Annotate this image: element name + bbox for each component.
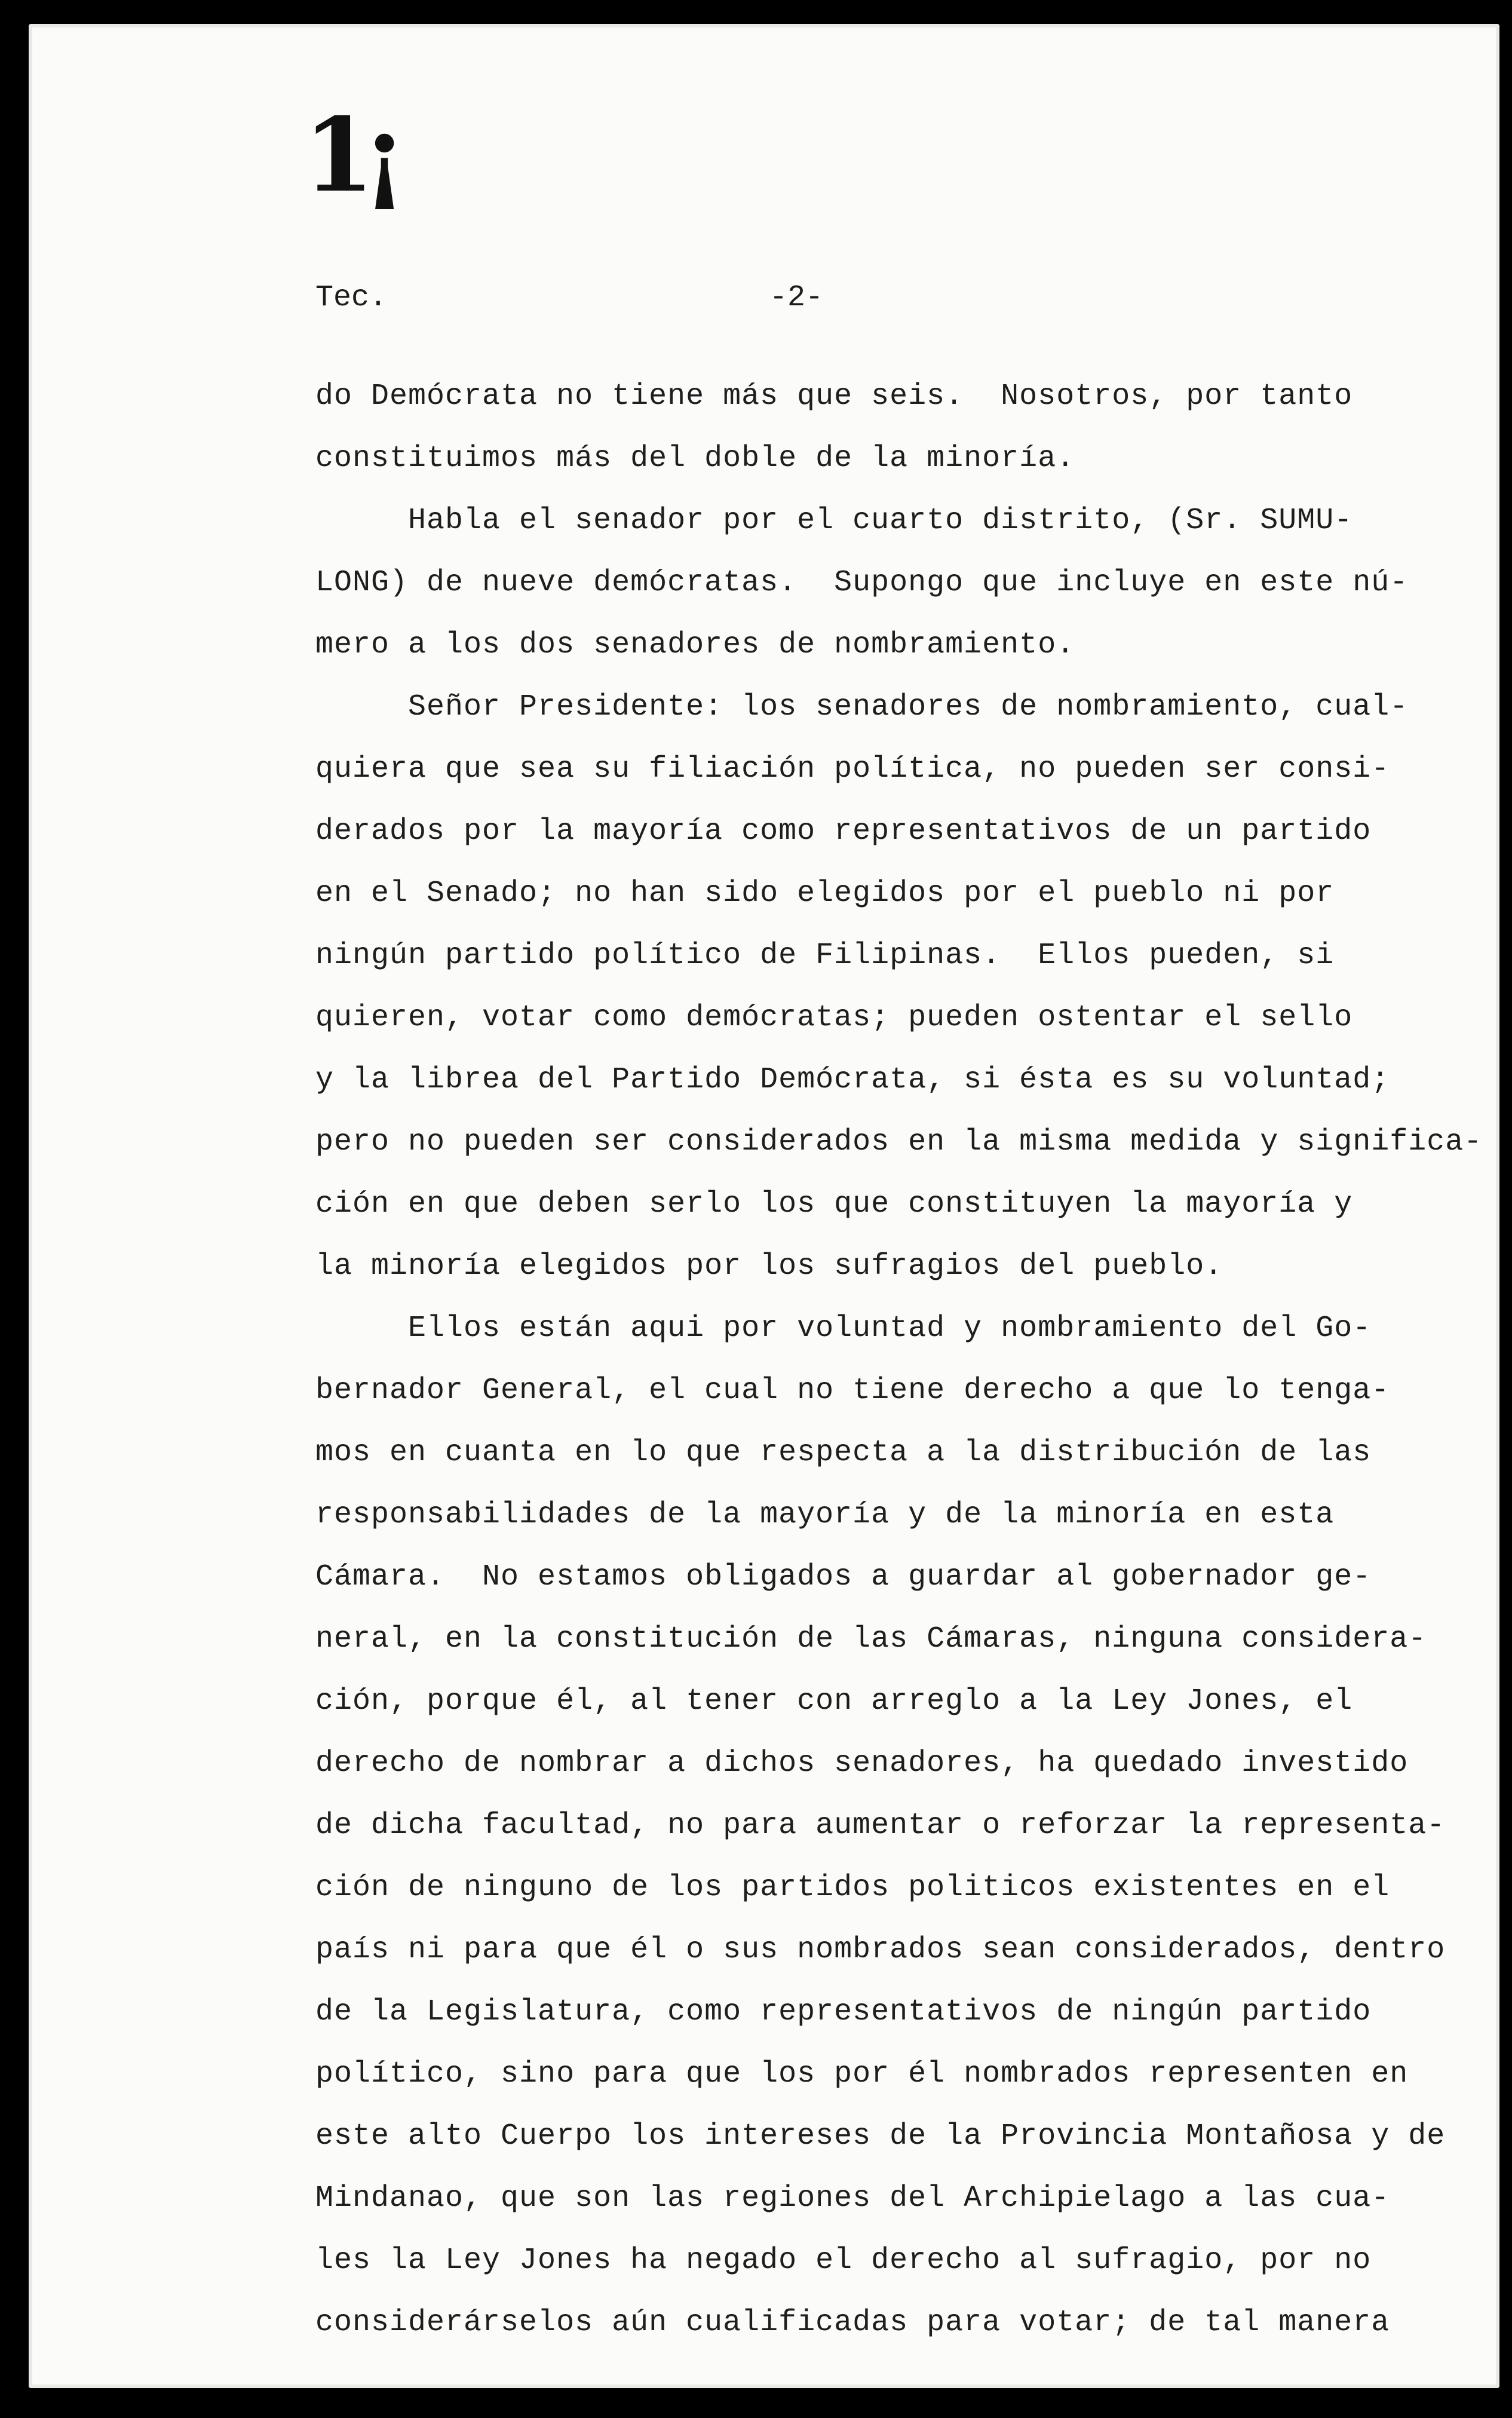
text-line: país ni para que él o sus nombrados sean considerados, dentro — [315, 1933, 1446, 1967]
text-line: derados por la mayoría como representativos de un partido — [315, 814, 1372, 848]
text-line: la minoría elegidos por los sufragios del pueblo. — [315, 1249, 1223, 1283]
handwritten-mark: 1¡ — [303, 96, 395, 215]
text-line: mos en cuanta en lo que respecta a la distribución de las — [315, 1436, 1372, 1470]
text-line: y la librea del Partido Demócrata, si ésta es su voluntad; — [315, 1063, 1390, 1097]
text-line: Ellos están aqui por voluntad y nombramiento del Go- — [315, 1311, 1372, 1346]
text-line: ción, porque él, al tener con arreglo a la Ley Jones, el — [315, 1684, 1353, 1718]
text-line: pero no pueden ser considerados en la misma medida y significa- — [315, 1125, 1483, 1159]
text-line: este alto Cuerpo los intereses de la Provincia Montañosa y de — [315, 2119, 1446, 2153]
text-line: considerárselos aún cualificadas para votar; de tal manera — [315, 2306, 1390, 2340]
text-line: Mindanao, que son las regiones del Archipielago a las cua- — [315, 2181, 1390, 2215]
text-line: quiera que sea su filiación política, no pueden ser consi- — [315, 752, 1390, 786]
body-text — [315, 366, 1483, 2354]
text-line: do Demócrata no tiene más que seis. Nosotros, por tanto — [315, 379, 1353, 413]
scan-border — [0, 2394, 1512, 2418]
header-reference: Tec. — [315, 281, 388, 315]
text-line: ción de ninguno de los partidos politicos existentes en el — [315, 1871, 1390, 1905]
text-line: constituimos más del doble de la minoría. — [315, 442, 1075, 476]
text-line: derecho de nombrar a dichos senadores, ha quedado investido — [315, 1746, 1409, 1780]
text-line: político, sino para que los por él nombrados representen en — [315, 2057, 1409, 2091]
text-line: de la Legislatura, como representativos de ningún partido — [315, 1995, 1372, 2029]
text-line: Señor Presidente: los senadores de nombramiento, cual- — [315, 690, 1409, 724]
text-line: neral, en la constitución de las Cámaras, ninguna considera- — [315, 1622, 1427, 1656]
text-line: quieren, votar como demócratas; pueden ostentar el sello — [315, 1001, 1353, 1035]
text-line: bernador General, el cual no tiene derecho a que lo tenga- — [315, 1374, 1390, 1408]
text-line: ningún partido político de Filipinas. Ellos pueden, si — [315, 939, 1335, 973]
text-line: responsabilidades de la mayoría y de la minoría en esta — [315, 1498, 1335, 1532]
text-line: de dicha facultad, no para aumentar o reforzar la representa- — [315, 1809, 1446, 1843]
document-page — [29, 24, 1499, 2388]
text-line: Habla el senador por el cuarto distrito, (Sr. SUMU- — [315, 504, 1353, 538]
page-header — [29, 281, 1499, 323]
text-line: en el Senado; no han sido elegidos por el pueblo ni por — [315, 877, 1335, 911]
text-line: les la Ley Jones ha negado el derecho al sufragio, por no — [315, 2244, 1372, 2278]
page-number: -2- — [769, 281, 824, 315]
text-line: ción en que deben serlo los que constituyen la mayoría y — [315, 1187, 1353, 1221]
text-line: LONG) de nueve demócratas. Supongo que incluye en este nú- — [315, 566, 1409, 600]
text-line: mero a los dos senadores de nombramiento. — [315, 628, 1075, 662]
text-line: Cámara. No estamos obligados a guardar al gobernador ge- — [315, 1560, 1372, 1594]
